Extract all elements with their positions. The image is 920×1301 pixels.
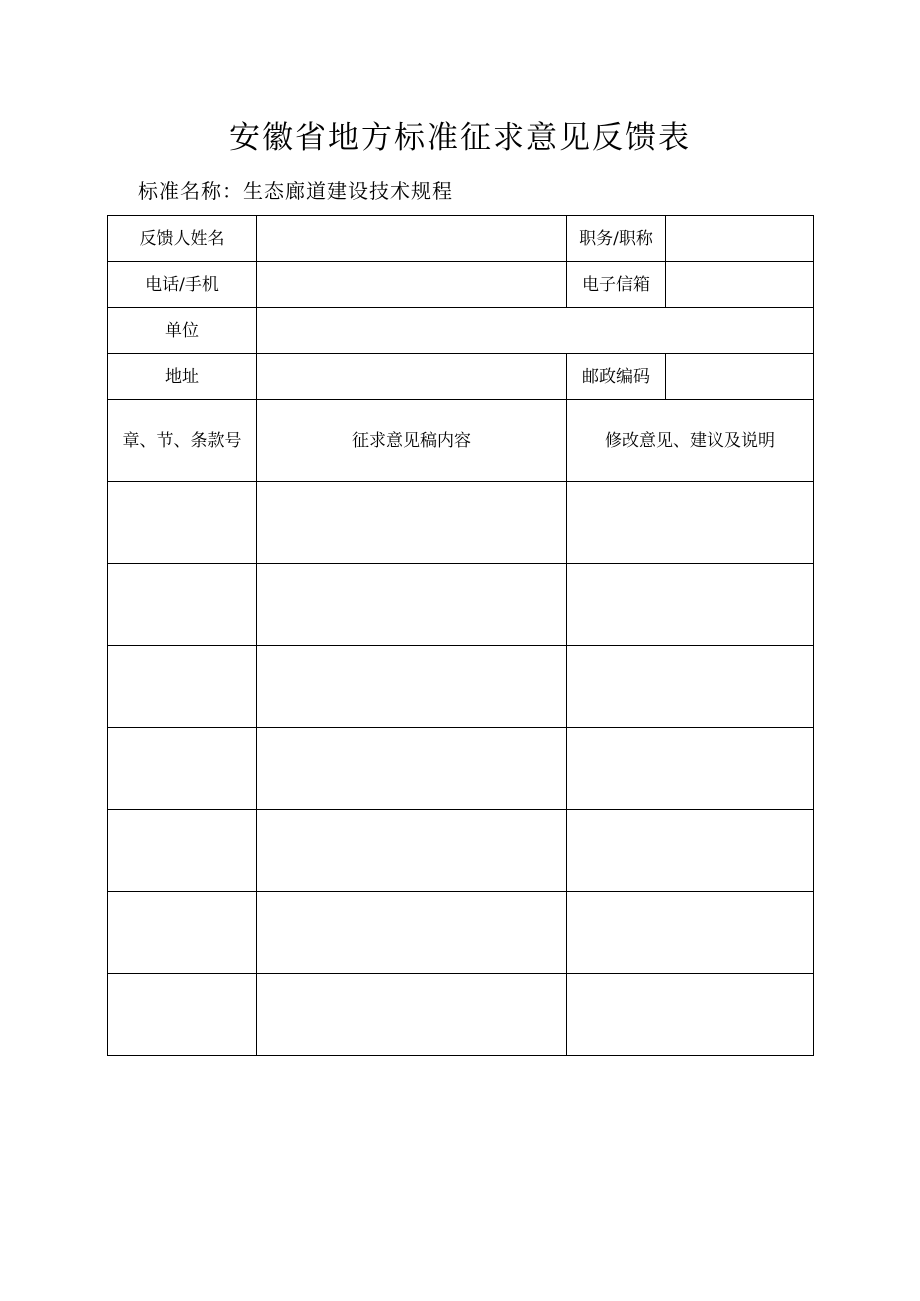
address-field[interactable] xyxy=(257,354,567,400)
table-row xyxy=(108,892,814,974)
suggestion-cell[interactable] xyxy=(567,728,814,810)
name-label: 反馈人姓名 xyxy=(108,216,257,262)
suggestion-cell[interactable] xyxy=(567,482,814,564)
table-row xyxy=(108,810,814,892)
job-title-label: 职务/职称 xyxy=(567,216,666,262)
table-row xyxy=(108,564,814,646)
draft-content-cell[interactable] xyxy=(257,564,567,646)
email-label: 电子信箱 xyxy=(567,262,666,308)
suggestion-cell[interactable] xyxy=(567,646,814,728)
table-row xyxy=(108,646,814,728)
unit-field[interactable] xyxy=(257,308,814,354)
feedback-table xyxy=(107,215,814,1056)
job-title-field[interactable] xyxy=(666,216,814,262)
unit-label: 单位 xyxy=(108,308,257,354)
clause-number-cell[interactable] xyxy=(108,646,257,728)
draft-content-cell[interactable] xyxy=(257,974,567,1056)
name-field[interactable] xyxy=(257,216,567,262)
postcode-field[interactable] xyxy=(666,354,814,400)
draft-content-cell[interactable] xyxy=(257,810,567,892)
table-row xyxy=(108,974,814,1056)
standard-name-value: 生态廊道建设技术规程 xyxy=(243,179,453,203)
clause-number-cell[interactable] xyxy=(108,728,257,810)
unit-row xyxy=(108,308,814,354)
address-label: 地址 xyxy=(108,354,257,400)
clause-number-cell[interactable] xyxy=(108,810,257,892)
phone-row xyxy=(108,262,814,308)
phone-field[interactable] xyxy=(257,262,567,308)
suggestion-cell[interactable] xyxy=(567,564,814,646)
draft-content-header: 征求意见稿内容 xyxy=(257,400,567,482)
postcode-label: 邮政编码 xyxy=(567,354,666,400)
name-row xyxy=(108,216,814,262)
draft-content-cell[interactable] xyxy=(257,646,567,728)
table-row xyxy=(108,728,814,810)
comments-header-row xyxy=(108,400,814,482)
clause-number-cell[interactable] xyxy=(108,564,257,646)
suggestion-header: 修改意见、建议及说明 xyxy=(567,400,814,482)
email-field[interactable] xyxy=(666,262,814,308)
draft-content-cell[interactable] xyxy=(257,728,567,810)
clause-number-cell[interactable] xyxy=(108,974,257,1056)
standard-name-line xyxy=(138,176,453,206)
suggestion-cell[interactable] xyxy=(567,810,814,892)
suggestion-cell[interactable] xyxy=(567,974,814,1056)
phone-label: 电话/手机 xyxy=(108,262,257,308)
table-row xyxy=(108,482,814,564)
clause-number-header: 章、节、条款号 xyxy=(108,400,257,482)
document-title: 安徽省地方标准征求意见反馈表 xyxy=(229,120,691,156)
draft-content-cell[interactable] xyxy=(257,482,567,564)
suggestion-cell[interactable] xyxy=(567,892,814,974)
clause-number-cell[interactable] xyxy=(108,892,257,974)
draft-content-cell[interactable] xyxy=(257,892,567,974)
address-row xyxy=(108,354,814,400)
standard-name-label: 标准名称： xyxy=(138,179,243,203)
clause-number-cell[interactable] xyxy=(108,482,257,564)
